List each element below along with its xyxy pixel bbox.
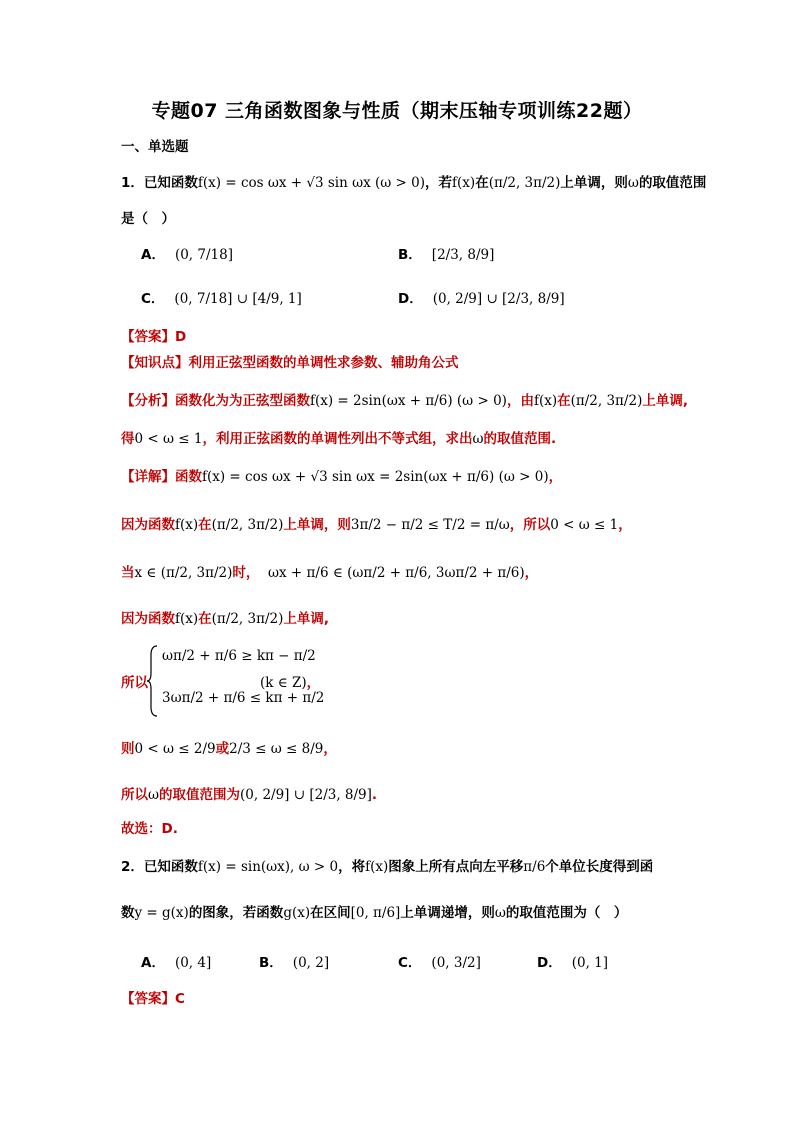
q1-interval: (π/2, 3π/2) xyxy=(488,175,561,191)
detail-expr: ω xyxy=(148,787,160,803)
q1-detail-line5 xyxy=(121,672,148,694)
option-label: B． xyxy=(398,247,422,263)
detail-expr: f(x) = cos ωx + √3 sin ωx = 2sin(ωx + π/6) (ω > 0) xyxy=(202,469,549,485)
detail-tag: 【详解】 xyxy=(121,469,175,485)
detail-text: 或 xyxy=(215,741,230,757)
q1-knowledge xyxy=(121,352,459,374)
analysis-tag: 【分析】 xyxy=(121,393,175,409)
detail-text: 函数 xyxy=(175,469,202,485)
option-value: (0, 7/18] ∪ [4/9, 1] xyxy=(174,291,302,307)
q2-option-c[interactable] xyxy=(398,952,481,974)
detail-expr: (0, 2/9] ∪ [2/3, 8/9] xyxy=(240,787,372,803)
q2-stem-text: 个单位长度得到函 xyxy=(545,859,654,875)
detail-text: 因为函数 xyxy=(121,517,175,533)
q1-detail-line7 xyxy=(121,784,377,806)
q1-option-b[interactable] xyxy=(398,244,494,266)
detail-text: 的取值范围为 xyxy=(159,787,241,803)
q1-omega: ω xyxy=(627,175,639,191)
option-value: (0, 2/9] ∪ [2/3, 8/9] xyxy=(432,291,565,307)
q2-stem-text: 的取值范围为（ ） xyxy=(505,905,628,921)
q1-option-a[interactable] xyxy=(141,244,233,266)
option-label: D． xyxy=(398,291,423,307)
q1-stem-line2: 是（ ） xyxy=(121,211,175,227)
analysis-expr: f(x) = 2sin(ωx + π/6) (ω > 0) xyxy=(310,393,507,409)
option-label: C． xyxy=(398,955,422,971)
detail-expr: (k ∈ Z) xyxy=(260,675,307,691)
system-inequality-2: 3ωπ/2 + π/6 ≤ kπ + π/2 xyxy=(162,690,325,706)
detail-text: ，所以 xyxy=(509,517,551,533)
analysis-text: ，利用正弦函数的单调性列出不等式组，求出 xyxy=(202,431,473,447)
q2-stem-text: ，将 xyxy=(338,859,366,875)
q1-analysis-line1 xyxy=(121,390,688,412)
q2-stem-text: 图象上所有点向左平移 xyxy=(388,859,524,875)
q2-option-b[interactable] xyxy=(259,952,329,974)
system-brace-icon xyxy=(147,645,159,717)
q2-fx: f(x) xyxy=(365,859,389,875)
detail-expr: 2/3 ≤ ω ≤ 8/9 xyxy=(229,741,324,757)
detail-text: 所以 xyxy=(121,675,148,691)
detail-text: 上单调, xyxy=(283,611,330,627)
q2-answer xyxy=(121,988,185,1010)
detail-expr: 3π/2 − π/2 ≤ T/2 = π/ω xyxy=(350,517,510,533)
q2-stem-line2 xyxy=(121,902,627,924)
detail-text: 则 xyxy=(121,741,135,757)
q2-stem-text: 已知函数 xyxy=(143,859,198,875)
q1-choose: 故选：D. xyxy=(121,821,178,837)
q1-stem-text: 已知函数 xyxy=(143,175,198,191)
q1-detail-line3 xyxy=(121,562,538,584)
analysis-text: 在 xyxy=(557,393,571,409)
q2-option-d[interactable] xyxy=(537,952,608,974)
analysis-interval: (π/2, 3π/2) xyxy=(570,393,643,409)
section-heading: 一、单选题 xyxy=(121,139,189,155)
answer-tag: 【答案】 xyxy=(121,991,175,1007)
q2-expr: y = g(x) xyxy=(134,905,189,921)
q2-stem-text: 的图象，若函数 xyxy=(188,905,284,921)
answer-tag: 【答案】 xyxy=(121,329,175,345)
detail-expr: 0 < ω ≤ 2/9 xyxy=(134,741,216,757)
q1-answer xyxy=(121,326,186,348)
analysis-expr: 0 < ω ≤ 1 xyxy=(134,431,203,447)
detail-expr: x ∈ (π/2, 3π/2) xyxy=(134,565,233,581)
detail-text: 当 xyxy=(121,565,135,581)
q1-option-d[interactable] xyxy=(398,288,565,310)
analysis-text: 上单调, xyxy=(642,393,688,409)
q1-detail-line1 xyxy=(121,466,562,488)
detail-text: 在 xyxy=(198,611,212,627)
q1-analysis-line2 xyxy=(121,428,556,450)
q1-detail-line4 xyxy=(121,608,329,630)
option-value: (0, 2] xyxy=(292,955,330,971)
q2-stem-text: 数 xyxy=(121,905,135,921)
q1-stem-line1 xyxy=(121,172,706,194)
q2-function-expr: f(x) = sin(ωx), ω > 0 xyxy=(197,859,339,875)
option-label: A． xyxy=(141,955,165,971)
q1-detail-line2 xyxy=(121,514,632,536)
q2-expr: g(x) xyxy=(283,905,311,921)
q2-shift: π/6 xyxy=(523,859,546,875)
detail-text: 所以 xyxy=(121,787,148,803)
detail-expr: ωx + π/6 ∈ (ωπ/2 + π/6, 3ωπ/2 + π/6) xyxy=(268,565,525,581)
detail-text: ， xyxy=(548,469,563,485)
system-k-condition xyxy=(260,672,320,694)
q2-number: 2． xyxy=(121,859,144,875)
detail-expr: (π/2, 3π/2) xyxy=(211,611,284,627)
q2-stem-text: 在区间 xyxy=(310,905,351,921)
knowledge-text: 利用正弦型函数的单调性求参数、辅助角公式 xyxy=(188,355,459,371)
answer-value: D xyxy=(175,329,187,345)
q2-stem-line1 xyxy=(121,856,653,878)
q1-detail-line6 xyxy=(121,738,337,760)
option-value: (0, 3/2] xyxy=(431,955,481,971)
option-value: (0, 4] xyxy=(174,955,212,971)
page-title: 专题07 三角函数图象与性质（期末压轴专项训练22题） xyxy=(151,100,643,122)
detail-text: 因为函数 xyxy=(121,611,175,627)
detail-expr: 0 < ω ≤ 1 xyxy=(550,517,619,533)
analysis-text: ，由 xyxy=(506,393,534,409)
option-label: D． xyxy=(537,955,562,971)
detail-text: ， xyxy=(524,565,539,581)
q2-stem-text: 上单调递增，则 xyxy=(400,905,495,921)
option-value: [2/3, 8/9] xyxy=(431,247,495,263)
system-inequality-1: ωπ/2 + π/6 ≥ kπ − π/2 xyxy=(162,648,316,664)
q1-fx: f(x) xyxy=(452,175,476,191)
option-value: (0, 1] xyxy=(571,955,609,971)
q1-function-expr: f(x) = cos ωx + √3 sin ωx (ω > 0) xyxy=(197,175,426,191)
detail-expr: (π/2, 3π/2) xyxy=(211,517,284,533)
q1-stem-text: ，若 xyxy=(425,175,453,191)
detail-text: 上单调，则 xyxy=(283,517,351,533)
detail-expr: f(x) xyxy=(175,517,199,533)
q1-stem-text: 的取值范围 xyxy=(638,175,707,191)
detail-text: ， xyxy=(618,517,632,533)
q1-stem-text: 在 xyxy=(475,175,489,191)
q1-stem-text: 上单调，则 xyxy=(560,175,628,191)
detail-text: 时， xyxy=(232,565,260,581)
knowledge-tag: 【知识点】 xyxy=(121,355,189,371)
option-label: B． xyxy=(259,955,283,971)
detail-text: 在 xyxy=(198,517,212,533)
detail-expr: f(x) xyxy=(175,611,199,627)
analysis-text: 得 xyxy=(121,431,135,447)
detail-text: ， xyxy=(306,675,321,691)
q2-omega: ω xyxy=(494,905,506,921)
q2-option-a[interactable] xyxy=(141,952,211,974)
analysis-fx: f(x) xyxy=(533,393,558,409)
detail-text: ， xyxy=(323,741,337,757)
q1-number: 1． xyxy=(121,175,144,191)
analysis-text: 函数化为为正弦型函数 xyxy=(175,393,310,409)
q2-interval: [0, π/6] xyxy=(350,905,401,921)
detail-text: . xyxy=(371,787,378,803)
option-value: (0, 7/18] xyxy=(174,247,233,263)
option-label: C． xyxy=(141,291,165,307)
option-label: A． xyxy=(141,247,165,263)
q1-option-c[interactable] xyxy=(141,288,302,310)
analysis-text: 的取值范围. xyxy=(483,431,557,447)
analysis-omega: ω xyxy=(472,431,484,447)
answer-value: C xyxy=(175,991,185,1007)
